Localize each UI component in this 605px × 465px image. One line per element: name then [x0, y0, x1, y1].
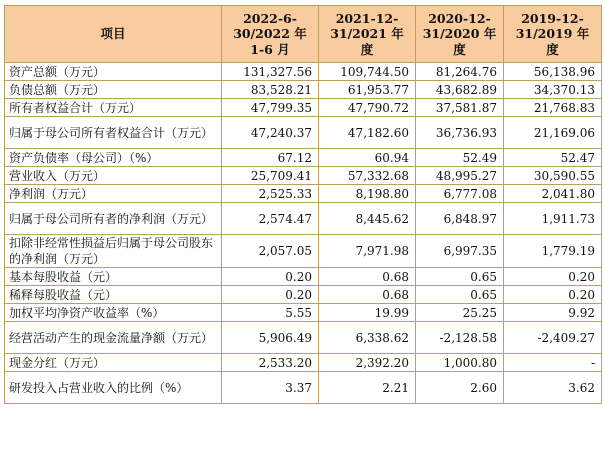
table-cell: 2.21 — [319, 372, 416, 404]
table-cell: 5,906.49 — [222, 322, 319, 354]
table-cell: 0.20 — [222, 286, 319, 304]
table-cell: 6,848.97 — [416, 203, 504, 235]
table-cell: 37,581.87 — [416, 99, 504, 117]
table-cell: 109,744.50 — [319, 63, 416, 81]
table-cell: 21,169.06 — [504, 117, 602, 149]
table-row — [5, 304, 602, 322]
row-label: 经营活动产生的现金流量净额（万元） — [5, 322, 222, 354]
table-cell: 0.65 — [416, 286, 504, 304]
table-cell: 2,392.20 — [319, 354, 416, 372]
table-cell: 52.49 — [416, 149, 504, 167]
table-cell: 6,777.08 — [416, 185, 504, 203]
table-cell: 3.37 — [222, 372, 319, 404]
table-cell: - — [504, 354, 602, 372]
row-label: 归属于母公司所有者的净利润（万元） — [5, 203, 222, 235]
row-label: 资产总额（万元） — [5, 63, 222, 81]
table-row — [5, 235, 602, 268]
table-cell: -2,128.58 — [416, 322, 504, 354]
table-cell: 56,138.96 — [504, 63, 602, 81]
table-row — [5, 81, 602, 99]
table-cell: 0.65 — [416, 268, 504, 286]
table-cell: 60.94 — [319, 149, 416, 167]
table-cell: 81,264.76 — [416, 63, 504, 81]
table-cell: 1,911.73 — [504, 203, 602, 235]
table-cell: 0.20 — [504, 286, 602, 304]
table-row — [5, 354, 602, 372]
row-label: 稀释每股收益（元） — [5, 286, 222, 304]
table-cell: 67.12 — [222, 149, 319, 167]
header-period-2019: 2019-12- 31/2019 年 度 — [504, 6, 602, 63]
table-row — [5, 286, 602, 304]
table-cell: 8,198.80 — [319, 185, 416, 203]
table-cell: 2,533.20 — [222, 354, 319, 372]
table-row — [5, 117, 602, 149]
table-cell: 6,997.35 — [416, 235, 504, 268]
table-cell: 1,000.80 — [416, 354, 504, 372]
table-cell: 43,682.89 — [416, 81, 504, 99]
table-cell: 21,768.83 — [504, 99, 602, 117]
table-row — [5, 322, 602, 354]
table-cell: 0.20 — [504, 268, 602, 286]
table-row — [5, 167, 602, 185]
row-label: 研发投入占营业收入的比例（%） — [5, 372, 222, 404]
table-row — [5, 149, 602, 167]
row-label: 基本每股收益（元） — [5, 268, 222, 286]
table-cell: 47,790.72 — [319, 99, 416, 117]
table-cell: 131,327.56 — [222, 63, 319, 81]
table-cell: 25.25 — [416, 304, 504, 322]
table-cell: 7,971.98 — [319, 235, 416, 268]
row-label: 净利润（万元） — [5, 185, 222, 203]
table-cell: 0.20 — [222, 268, 319, 286]
table-cell: 52.47 — [504, 149, 602, 167]
header-period-2020: 2020-12- 31/2020 年 度 — [416, 6, 504, 63]
table-cell: 25,709.41 — [222, 167, 319, 185]
table-cell: 2.60 — [416, 372, 504, 404]
table-row — [5, 203, 602, 235]
table-cell: 47,240.37 — [222, 117, 319, 149]
table-cell: 48,995.27 — [416, 167, 504, 185]
table-cell: 5.55 — [222, 304, 319, 322]
table-cell: 2,057.05 — [222, 235, 319, 268]
table-cell: 8,445.62 — [319, 203, 416, 235]
table-cell: 57,332.68 — [319, 167, 416, 185]
table-row — [5, 63, 602, 81]
table-cell: 0.68 — [319, 268, 416, 286]
table-cell: 2,574.47 — [222, 203, 319, 235]
row-label: 负债总额（万元） — [5, 81, 222, 99]
table-cell: 6,338.62 — [319, 322, 416, 354]
table-cell: 1,779.19 — [504, 235, 602, 268]
row-label: 现金分红（万元） — [5, 354, 222, 372]
table-cell: 2,041.80 — [504, 185, 602, 203]
row-label: 归属于母公司所有者权益合计（万元） — [5, 117, 222, 149]
table-cell: 47,182.60 — [319, 117, 416, 149]
row-label: 扣除非经常性损益后归属于母公司股东的净利润（万元） — [5, 235, 222, 268]
table-cell: 2,525.33 — [222, 185, 319, 203]
table-cell: 36,736.93 — [416, 117, 504, 149]
table-cell: 0.68 — [319, 286, 416, 304]
table-cell: 30,590.55 — [504, 167, 602, 185]
row-label: 资产负债率（母公司）（%） — [5, 149, 222, 167]
table-cell: 3.62 — [504, 372, 602, 404]
header-item: 项目 — [5, 6, 222, 63]
table-row — [5, 268, 602, 286]
financial-data-table — [4, 5, 602, 404]
table-cell: -2,409.27 — [504, 322, 602, 354]
row-label: 加权平均净资产收益率（%） — [5, 304, 222, 322]
table-cell: 61,953.77 — [319, 81, 416, 99]
header-period-2022h1: 2022-6- 30/2022 年 1-6 月 — [222, 6, 319, 63]
table-row — [5, 99, 602, 117]
table-cell: 34,370.13 — [504, 81, 602, 99]
table-row — [5, 185, 602, 203]
table-cell: 83,528.21 — [222, 81, 319, 99]
table-cell: 47,799.35 — [222, 99, 319, 117]
table-cell: 9.92 — [504, 304, 602, 322]
header-row — [5, 6, 602, 63]
row-label: 所有者权益合计（万元） — [5, 99, 222, 117]
row-label: 营业收入（万元） — [5, 167, 222, 185]
header-period-2021: 2021-12- 31/2021 年 度 — [319, 6, 416, 63]
table-cell: 19.99 — [319, 304, 416, 322]
table-row — [5, 372, 602, 404]
